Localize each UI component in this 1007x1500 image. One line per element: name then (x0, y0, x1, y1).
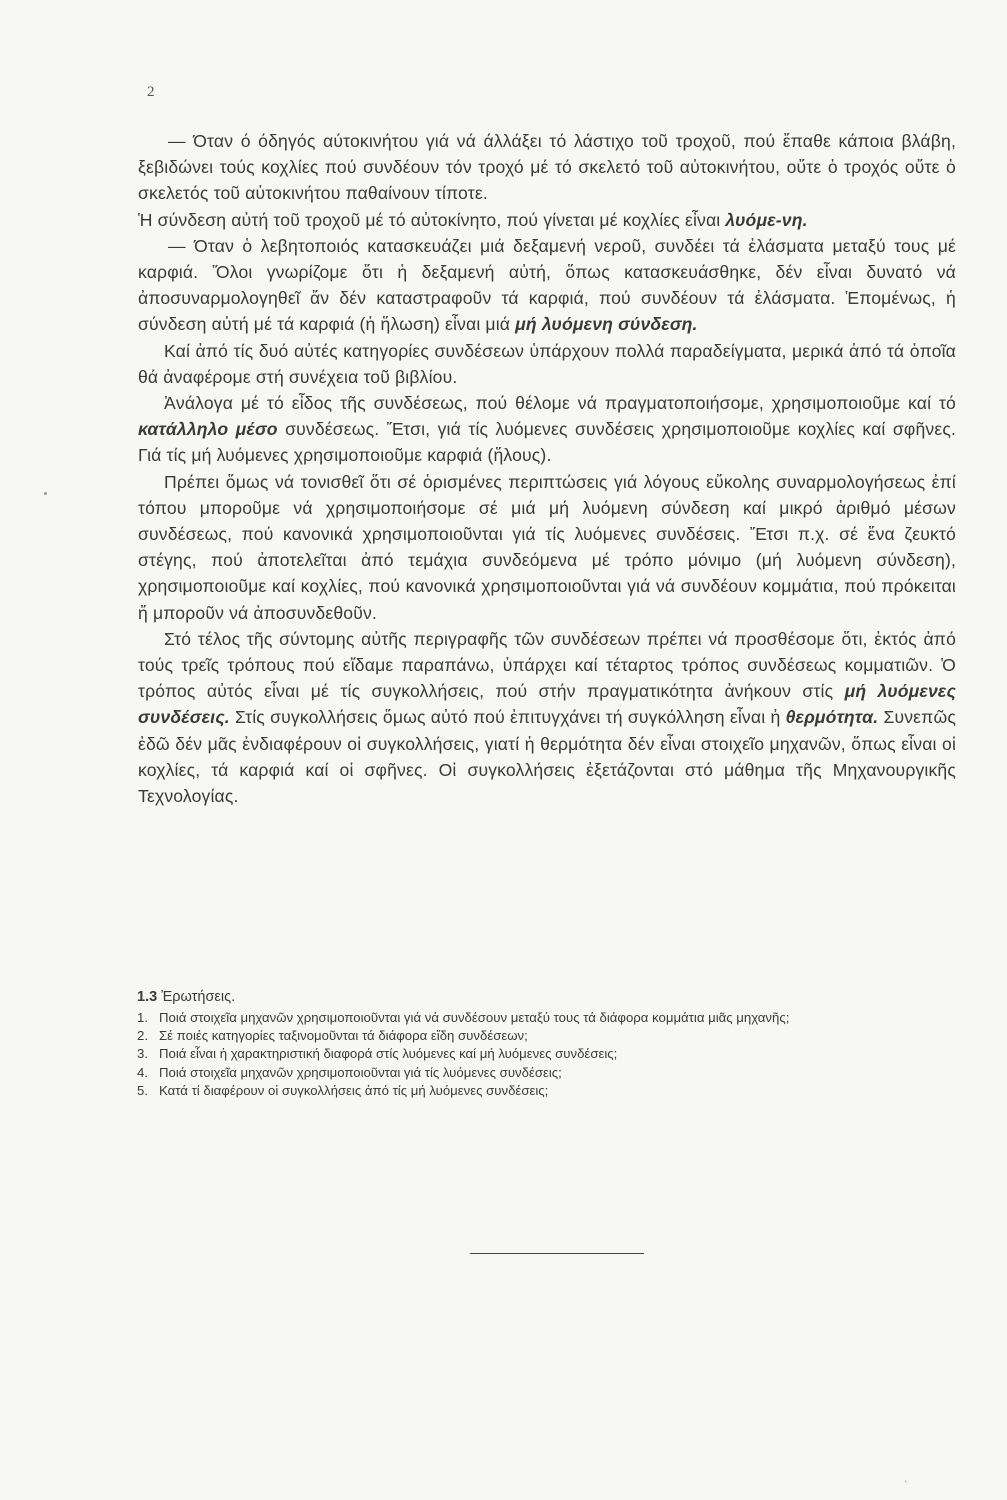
questions-section (137, 989, 955, 1100)
paragraph-text: Στίς συγκολλήσεις ὅμως αὐτό πού ἐπιτυγχάνει τή συγκόλληση εἶναι ἡ (229, 707, 786, 728)
paragraph-suitable-means (138, 390, 956, 469)
paragraph-text: Συνεπῶς ἐδῶ δέν μᾶς ἐνδιαφέρουν οἱ συγκολλήσεις, γιατί ἡ θερμότητα δέν εἶναι στοιχεῖο μηχανῶν, ὅπως εἶναι οἱ κοχλίες, τά καρφιά καί οἱ σφῆνες. Οἱ συγκολλήσεις ἐξετάζονται στό μάθημα τῆς Μηχανουργικῆς Τεχνολογίας. (138, 707, 956, 807)
question-number: 4. (137, 1064, 148, 1080)
paragraph-text: — Όταν ὁ λεβητοποιός κατασκευάζει μιά δεξαμενή νεροῦ, συνδέει τά ἐλάσματα μεταξύ τους μέ καρφιά. Ὅλοι γνωρίζομε ὅτι ἡ δεξαμενή αὐτή, ὅπως κατασκευάσθηκε, δέν εἶναι δυνατό νά ἀποσυναρμολογηθεῖ ἄν δέν καταστραφοῦν τά καρφιά, πού συνδέουν τά ἐλάσματα. Ἑπομένως, ἡ σύνδεση αὐτή μέ τά καρφιά (ἡ ἥλωση) εἶναι μιά (138, 235, 956, 335)
paragraph-welding (138, 626, 956, 809)
paragraph-text: Ἡ σύνδεση αὐτή τοῦ τροχοῦ μέ τό αὐτοκίνητο, πού γίνεται μέ κοχλίες εἶναι (138, 209, 726, 230)
term-detachable: λυόμε-νη. (725, 209, 808, 230)
paragraph-text: Ἀνάλογα μέ τό εἶδος τῆς συνδέσεως, πού θέλομε νά πραγματοποιήσομε, χρησιμοποιοῦμε καί τό (164, 393, 956, 414)
list-item (137, 1027, 955, 1044)
paragraph-exceptions: Πρέπει ὅμως νά τονισθεῖ ὅτι σέ ὁρισμένες περιπτώσεις γιά λόγους εὔκολης συναρμολογήσεως ἐπί τόπου μποροῦμε νά χρησιμοποιήσομε σέ μιά μή λυόμενη σύνδεση καί μικρό ἀριθμό μέσων συνδέσεως, πού κανονικά χρησιμοποιοῦνται γιά τίς λυόμενες συνδέσεις. Ἔτσι π.χ. σέ ἕνα ζευκτό στέγης, πού ἀποτελεῖται ἀπό τεμάχια συνδεόμενα μέ τρόπο μόνιμο (μή λυόμενη σύνδεση), χρησιμοποιοῦμε καί κοχλίες, πού κανονικά χρησιμοποιοῦνται γιά νά συνδέουν κομμάτια, πού πρόκειται ἤ μποροῦν νά ἀποσυνδεθοῦν. (138, 471, 956, 623)
paragraph-tire-example: — Όταν ό όδηγός αύτοκινήτου γιά νά άλλάξει τό λάστιχο τοῦ τροχοῦ, πού ἔπαθε κάποια βλάβη, ξεβιδώνει τούς κοχλίες πού συνδέουν τόν τροχό μέ τό σκελετό τοῦ αὐτοκινήτου, οὔτε ὁ τροχός οὔτε ὁ σκελετός τοῦ αὐτοκινήτου παθαίνουν τίποτε. (138, 131, 956, 204)
question-number: 2. (137, 1028, 148, 1044)
end-of-chapter-rule (470, 1253, 644, 1254)
question-text: Κατά τί διαφέρουν οἱ συγκολλήσεις ἀπό τίς μή λυόμενες συνδέσεις; (159, 1082, 549, 1098)
question-number: 3. (137, 1046, 148, 1062)
body-text (138, 128, 956, 809)
question-text: Ποιά εἶναι ἡ χαρακτηριστική διαφορά στίς λυόμενες καί μή λυόμενες συνδέσεις; (159, 1046, 618, 1062)
section-number: 1.3 (137, 989, 158, 1005)
list-item (137, 1009, 955, 1026)
term-non-detachable-joints: μή λυόμενες συνδέσεις. (138, 681, 956, 728)
paragraph-examples-note: Καί ἀπό τίς δυό αὐτές κατηγορίες συνδέσεων ὑπάρχουν πολλά παραδείγματα, μερικά ἀπό τά ὁποῖα θά ἀναφέρομε στή συνέχεια τοῦ βιβλίου. (138, 340, 956, 387)
question-text: Ποιά στοιχεῖα μηχανῶν χρησιμοποιοῦνται γιά νά συνδέσουν μεταξύ τους τά διάφορα κομμάτια μιᾶς μηχανῆς; (159, 1010, 790, 1025)
question-text: Ποιά στοιχεῖα μηχανῶν χρησιμοποιοῦνται γιά τίς λυόμενες συνδέσεις; (159, 1064, 562, 1080)
section-title: Ἐρωτήσεις. (161, 989, 236, 1005)
scan-corner-mark: , (900, 1472, 909, 1486)
term-heat: θερμότητα. (785, 707, 879, 728)
question-text: Σέ ποιές κατηγορίες ταξινομοῦνται τά διάφορα εἴδη συνδέσεων; (159, 1028, 528, 1044)
page-number: 2 (147, 84, 155, 100)
scan-speck (44, 492, 47, 495)
questions-heading (137, 989, 955, 1005)
term-suitable-means: κατάλληλο μέσο (138, 419, 278, 440)
term-non-detachable-joint: μή λυόμενη σύνδεση. (515, 314, 698, 335)
paragraph-text: συνδέσεως. Ἔτσι, γιά τίς λυόμενες συνδέσεις χρησιμοποιοῦμε κοχλίες καί σφῆνες. Γιά τίς μή λυόμενες χρησιμοποιοῦμε καρφιά (ἥλους). (138, 419, 956, 466)
paragraph-detachable-conclusion (138, 207, 956, 233)
questions-list (137, 1009, 955, 1099)
list-item (137, 1064, 955, 1081)
paragraph-boiler-example (138, 233, 956, 338)
question-number: 5. (137, 1082, 148, 1098)
list-item (137, 1082, 955, 1099)
list-item (137, 1045, 955, 1062)
question-number: 1. (137, 1010, 148, 1025)
paragraph-text: Στό τέλος τῆς σύντομης αὐτῆς περιγραφῆς τῶν συνδέσεων πρέπει νά προσθέσομε ὅτι, ἐκτός ἀπό τούς τρεῖς τρόπους πού εἴδαμε παραπάνω, ὑπάρχει καί τέταρτος τρόπος συνδέσεως κομματιῶν. Ὁ τρόπος αὐτός εἶναι μέ τίς συγκολλήσεις, πού στήν πραγματικότητα ἀνήκουν στίς (138, 628, 956, 702)
